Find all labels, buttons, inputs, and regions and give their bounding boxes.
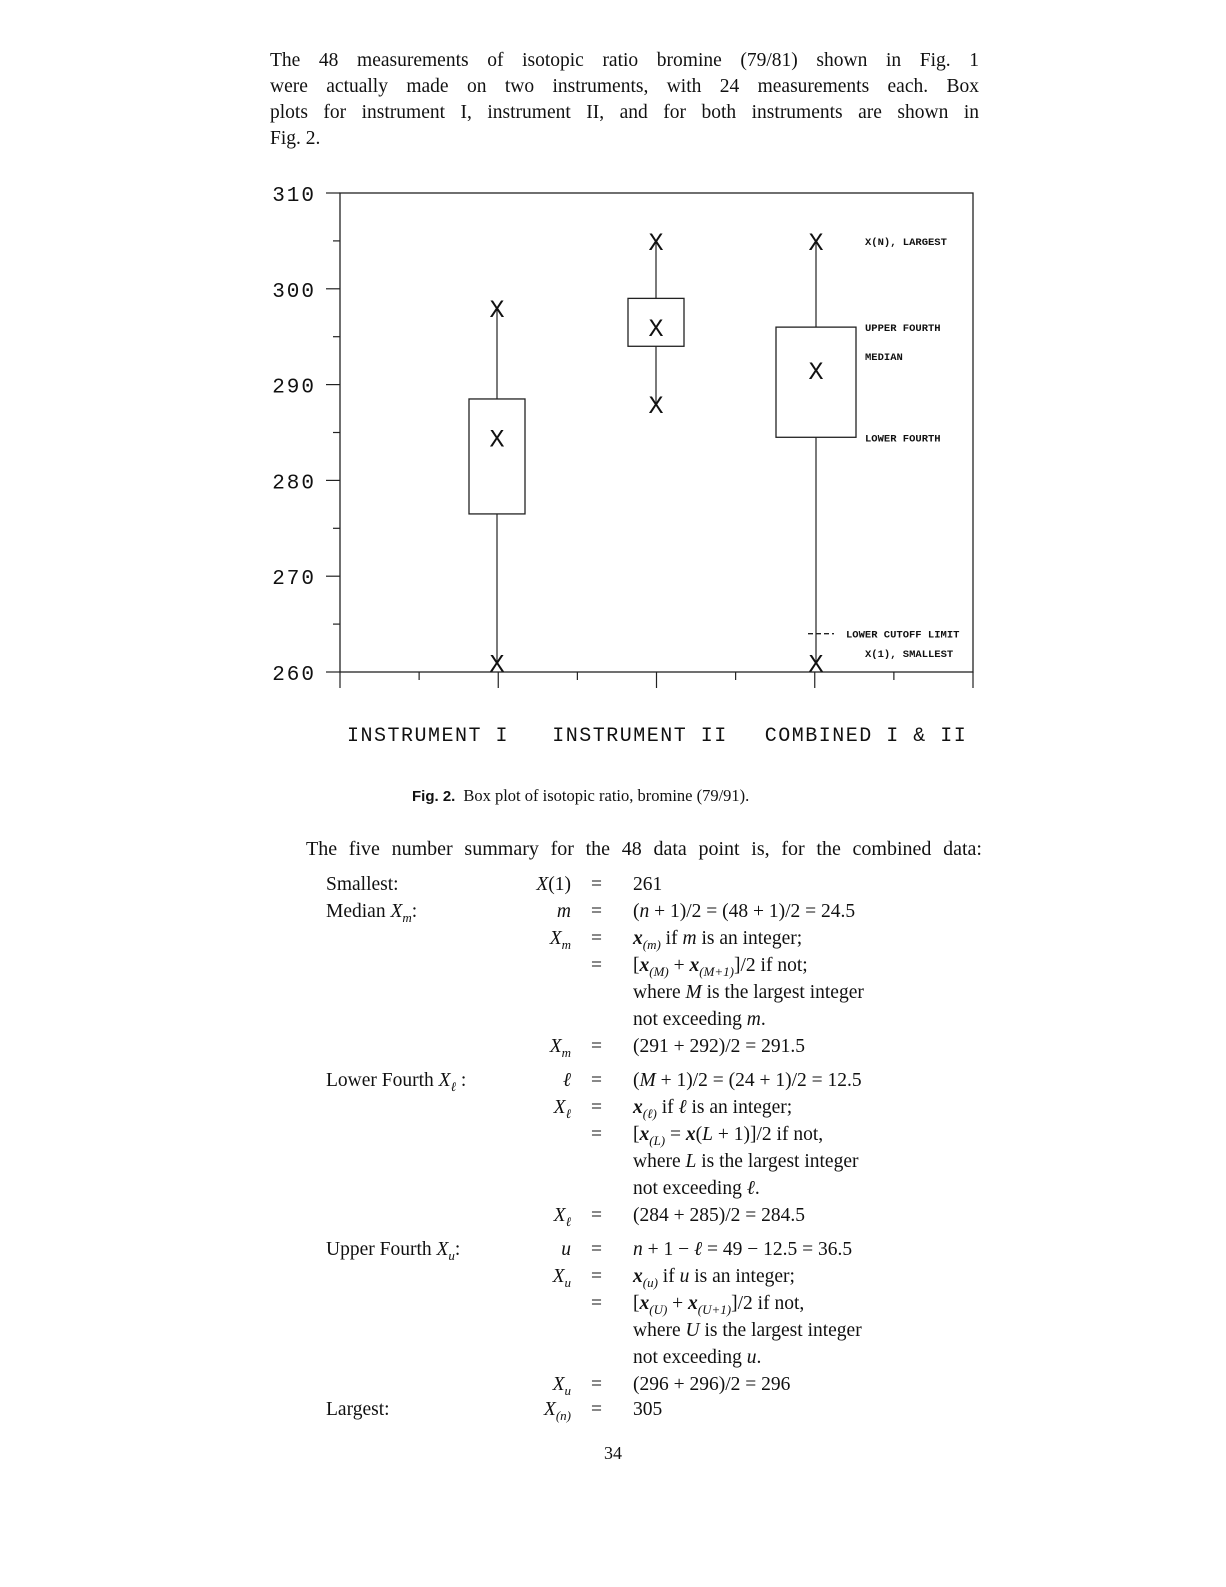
equals-sign: = — [591, 1293, 602, 1314]
y-tick-label: 270 — [272, 568, 316, 592]
math-segment: + — [668, 955, 690, 976]
math-segment: L — [702, 1124, 713, 1145]
math-segment: m — [746, 1009, 761, 1030]
summary-row — [326, 982, 986, 1009]
min-marker: X — [808, 650, 824, 680]
equals-sign: = — [591, 1097, 602, 1118]
intro-line: were actually made on two instruments, with 24 measurements each. Box — [270, 76, 979, 97]
figure-label: Fig. 2. — [412, 788, 456, 805]
math-segment: ℓ — [565, 1214, 571, 1229]
y-tick-label: 260 — [272, 664, 316, 687]
math-segment: if — [656, 1097, 679, 1118]
row-label — [326, 1070, 466, 1095]
math-segment: + 1 − — [642, 1239, 694, 1260]
box-plot-figure — [0, 0, 1226, 780]
math-segment: (284 + 285)/2 = 284.5 — [633, 1205, 806, 1226]
summary-row — [326, 1097, 986, 1124]
equals-sign: = — [591, 1266, 602, 1287]
row-lhs — [516, 928, 571, 953]
math-segment: ℓ — [565, 1106, 571, 1121]
math-segment: X — [549, 928, 562, 949]
math-segment: x — [639, 955, 650, 976]
row-lhs — [516, 901, 571, 923]
annotation-label: LOWER FOURTH — [865, 433, 941, 446]
math-segment: u — [746, 1347, 757, 1368]
math-segment: ( — [633, 901, 640, 922]
equals-sign: = — [591, 1399, 602, 1420]
math-segment: is an integer; — [689, 1266, 795, 1287]
median-marker: X — [648, 315, 664, 345]
equals-sign: = — [591, 901, 602, 922]
math-segment: = — [665, 1124, 686, 1145]
math-segment: X — [436, 1239, 449, 1260]
equals-sign: = — [591, 1036, 602, 1057]
row-lhs — [516, 1266, 571, 1291]
math-segment: Lower Fourth — [326, 1070, 439, 1091]
summary-row — [326, 874, 986, 901]
math-segment: m — [682, 928, 697, 949]
max-marker: X — [648, 228, 664, 258]
math-segment: not exceeding — [633, 1178, 747, 1199]
math-segment: x — [633, 1266, 643, 1287]
row-rhs — [633, 1070, 862, 1092]
row-lhs — [516, 1205, 571, 1230]
summary-row — [326, 1399, 986, 1426]
math-segment: (291 + 292)/2 = 291.5 — [633, 1036, 806, 1057]
equals-sign: = — [591, 928, 602, 949]
math-segment: . — [754, 1178, 760, 1199]
summary-row — [326, 1374, 986, 1399]
math-segment: [ — [633, 1124, 640, 1145]
math-segment: 305 — [633, 1399, 663, 1420]
row-rhs — [633, 955, 808, 980]
math-segment: X — [549, 1036, 562, 1057]
min-marker: X — [648, 391, 664, 421]
math-segment: (M) — [649, 964, 669, 979]
math-segment: + 1)/2 = (24 + 1)/2 = 12.5 — [655, 1070, 862, 1091]
row-rhs — [633, 1009, 766, 1031]
row-label — [326, 1399, 390, 1421]
row-rhs — [633, 928, 802, 953]
summary-row — [326, 1347, 986, 1374]
math-segment: (296 + 296)/2 = 296 — [633, 1374, 791, 1395]
math-segment: X — [552, 1266, 565, 1287]
summary-row — [326, 1320, 986, 1347]
math-segment: (m) — [642, 937, 661, 952]
summary-row — [326, 1178, 986, 1205]
math-segment: X — [552, 1374, 565, 1395]
equals-sign: = — [591, 1374, 602, 1395]
summary-row — [326, 901, 986, 928]
row-label — [326, 1239, 460, 1264]
math-segment: (U) — [649, 1302, 668, 1317]
caption-text: Box plot of isotopic ratio, bromine (79/91). — [463, 786, 750, 805]
math-segment: U — [685, 1320, 700, 1341]
math-segment: + — [667, 1293, 689, 1314]
math-segment: x — [689, 955, 700, 976]
math-segment: ℓ — [450, 1079, 456, 1094]
math-segment: (M+1) — [699, 964, 735, 979]
summary-row — [326, 1070, 986, 1097]
row-label — [326, 874, 399, 896]
math-segment: is an integer; — [686, 1097, 793, 1118]
row-rhs — [633, 1151, 858, 1173]
math-segment: X — [536, 874, 549, 895]
summary-row — [326, 1009, 986, 1036]
math-segment: u — [561, 1239, 571, 1260]
math-segment: ℓ — [746, 1178, 755, 1199]
math-segment: = 49 − 12.5 = 36.5 — [702, 1239, 853, 1260]
math-segment: (ℓ) — [642, 1106, 657, 1121]
math-segment: u — [564, 1383, 571, 1398]
math-segment: is an integer; — [696, 928, 803, 949]
math-segment: [ — [633, 1293, 640, 1314]
annotation-label: X(1), SMALLEST — [865, 648, 954, 661]
equals-sign: = — [591, 1124, 602, 1145]
y-tick-label: 280 — [272, 472, 316, 496]
math-segment: Median — [326, 901, 391, 922]
summary-row — [326, 928, 986, 955]
median-marker: X — [489, 425, 505, 455]
summary-row — [326, 955, 986, 982]
equals-sign: = — [591, 955, 602, 976]
math-segment: m — [402, 910, 412, 925]
math-segment: not exceeding — [633, 1009, 747, 1030]
row-rhs — [633, 1374, 790, 1396]
math-segment: L — [685, 1151, 697, 1172]
math-segment: + 1)/2 = (48 + 1)/2 = 24.5 — [649, 901, 856, 922]
summary-row — [326, 1293, 986, 1320]
summary-row — [326, 1205, 986, 1232]
row-rhs — [633, 874, 662, 896]
math-segment: 261 — [633, 874, 663, 895]
annotation-label: LOWER CUTOFF LIMIT — [846, 629, 960, 642]
equals-sign: = — [591, 1205, 602, 1226]
math-segment: ( — [695, 1124, 703, 1145]
category-label: INSTRUMENT II — [552, 725, 728, 748]
math-segment: is the largest integer — [699, 1320, 862, 1341]
math-segment: x — [639, 1124, 650, 1145]
y-tick-label: 310 — [272, 185, 316, 208]
math-segment: ℓ — [562, 1070, 571, 1091]
math-segment: m — [561, 937, 571, 952]
median-marker: X — [808, 358, 824, 388]
math-segment: ( — [633, 1070, 640, 1091]
annotation-label: UPPER FOURTH — [865, 323, 941, 336]
math-segment: : — [454, 1239, 461, 1260]
math-segment: u — [564, 1275, 571, 1290]
math-segment: n — [639, 901, 650, 922]
row-lhs — [516, 1036, 571, 1061]
math-segment: x — [633, 1097, 643, 1118]
math-segment: (U+1) — [697, 1302, 732, 1317]
intro-line: The 48 measurements of isotopic ratio bromine (79/81) shown in Fig. 1 — [270, 50, 979, 71]
figure-caption — [412, 786, 749, 806]
math-segment: : — [456, 1070, 467, 1091]
max-marker: X — [489, 295, 505, 325]
math-segment: m — [561, 1045, 571, 1060]
math-segment: ]/2 if not, — [731, 1293, 805, 1314]
row-rhs — [633, 1399, 662, 1421]
math-segment: (1) — [548, 874, 571, 895]
summary-row — [326, 1036, 986, 1063]
intro-line: Fig. 2. — [270, 128, 321, 149]
row-lhs — [516, 1399, 571, 1424]
page-number: 34 — [604, 1443, 622, 1463]
math-segment: where — [633, 1151, 686, 1172]
math-segment: is the largest integer — [701, 982, 864, 1003]
row-rhs — [633, 1124, 823, 1149]
equals-sign: = — [591, 1070, 602, 1091]
math-segment: n — [633, 1239, 643, 1260]
math-segment: (n) — [555, 1408, 571, 1423]
math-segment: ]/2 if not; — [734, 955, 808, 976]
row-lhs — [516, 1374, 571, 1399]
math-segment: . — [756, 1347, 762, 1368]
summary-row — [326, 1239, 986, 1266]
row-rhs — [633, 901, 855, 923]
math-segment: X — [390, 901, 403, 922]
summary-intro: The five number summary for the 48 data point is, for the combined data: — [306, 838, 982, 860]
row-rhs — [633, 1036, 805, 1058]
math-segment: ℓ — [694, 1239, 703, 1260]
math-segment: M — [639, 1070, 656, 1091]
y-tick-label: 300 — [272, 280, 316, 304]
row-rhs — [633, 1293, 804, 1318]
row-lhs — [516, 1097, 571, 1122]
five-number-summary — [326, 874, 986, 1426]
row-lhs — [516, 1070, 571, 1092]
y-tick-label: 290 — [272, 376, 316, 400]
intro-line: plots for instrument I, instrument II, and for both instruments are shown in — [270, 102, 979, 123]
math-segment: ℓ — [678, 1097, 687, 1118]
row-rhs — [633, 1320, 862, 1342]
math-segment: x — [633, 928, 643, 949]
row-lhs — [516, 1239, 571, 1261]
math-segment: if — [660, 928, 683, 949]
math-segment: M — [685, 982, 702, 1003]
row-lhs — [516, 874, 571, 896]
annotation-label: MEDIAN — [865, 351, 903, 364]
math-segment: is the largest integer — [696, 1151, 859, 1172]
summary-row — [326, 1266, 986, 1293]
category-label: COMBINED I & II — [764, 725, 968, 748]
row-label — [326, 901, 417, 926]
equals-sign: = — [591, 1239, 602, 1260]
row-rhs — [633, 1097, 792, 1122]
math-segment: x — [688, 1293, 698, 1314]
max-marker: X — [808, 228, 824, 258]
math-segment: : — [411, 901, 418, 922]
category-label: INSTRUMENT I — [346, 725, 510, 748]
summary-row — [326, 1151, 986, 1178]
math-segment: (u) — [642, 1275, 658, 1290]
math-segment: u — [448, 1248, 455, 1263]
math-segment: m — [556, 901, 571, 922]
math-segment: X — [553, 1205, 566, 1226]
math-segment: X — [553, 1097, 566, 1118]
math-segment: [ — [633, 955, 640, 976]
math-segment: Smallest: — [326, 874, 399, 895]
math-segment: X — [438, 1070, 451, 1091]
row-rhs — [633, 1178, 760, 1200]
math-segment: (L) — [649, 1133, 666, 1148]
row-rhs — [633, 1239, 852, 1261]
math-segment: where — [633, 982, 686, 1003]
row-rhs — [633, 1347, 761, 1369]
row-rhs — [633, 982, 864, 1004]
row-rhs — [633, 1205, 805, 1227]
min-marker: X — [489, 650, 505, 680]
equals-sign: = — [591, 874, 602, 895]
math-segment: x — [685, 1124, 696, 1145]
math-segment: X — [543, 1399, 556, 1420]
math-segment: + 1)]/2 if not, — [713, 1124, 824, 1145]
math-segment: not exceeding — [633, 1347, 747, 1368]
summary-row — [326, 1124, 986, 1151]
math-segment: where — [633, 1320, 686, 1341]
math-segment: Upper Fourth — [326, 1239, 437, 1260]
math-segment: x — [639, 1293, 650, 1314]
row-rhs — [633, 1266, 795, 1291]
math-segment: if — [657, 1266, 680, 1287]
math-segment: Largest: — [326, 1399, 390, 1420]
box — [469, 399, 525, 514]
math-segment: u — [679, 1266, 690, 1287]
math-segment: . — [760, 1009, 766, 1030]
annotation-label: X(N), LARGEST — [865, 236, 947, 249]
